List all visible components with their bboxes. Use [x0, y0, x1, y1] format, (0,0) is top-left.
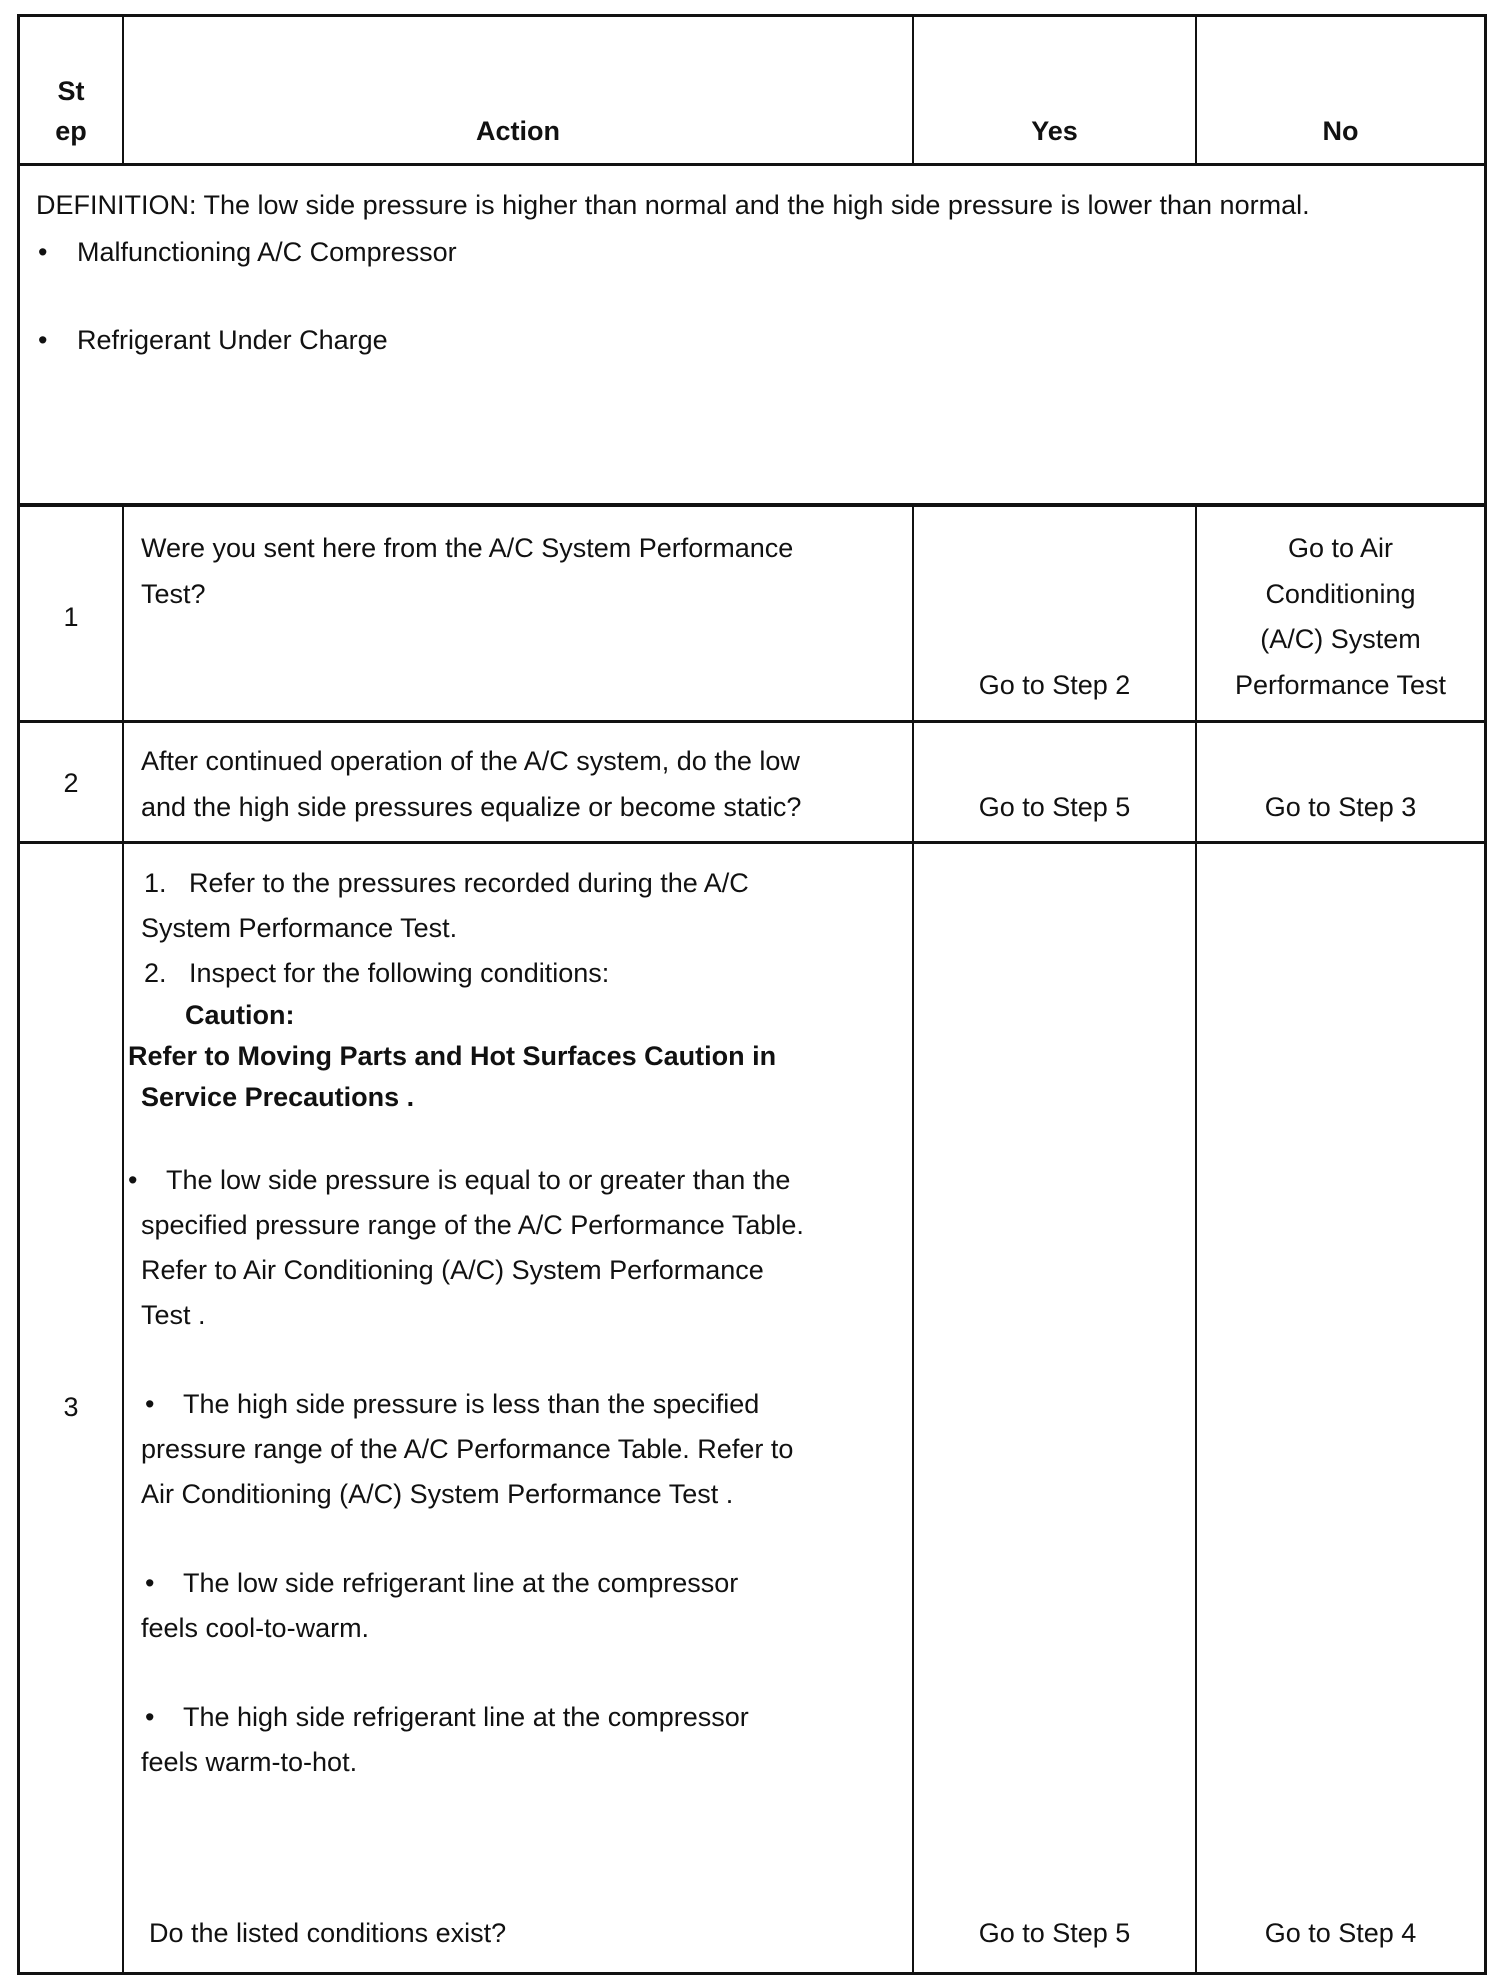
- col-divider-step-body: [122, 505, 124, 1975]
- step-action-line: After continued operation of the A/C system, do the low: [141, 746, 800, 776]
- step-yes-result: Go to Step 2: [978, 670, 1131, 700]
- header-step-cont: ep: [55, 116, 87, 146]
- condition-line: feels warm-to-hot.: [141, 1747, 358, 1777]
- header-bottom-rule: [17, 163, 1487, 166]
- condition-line: The high side pressure is less than the specified: [183, 1389, 760, 1419]
- step-yes-result: Go to Step 5: [978, 792, 1131, 822]
- step-no-result: Go to Step 4: [1264, 1918, 1417, 1948]
- step-action-line: and the high side pressures equalize or become static?: [141, 792, 802, 822]
- col-divider-yes-body: [1195, 505, 1197, 1975]
- caution-text: Refer to Moving Parts and Hot Surfaces Caution in: [128, 1041, 777, 1071]
- substep-text: System Performance Test.: [141, 913, 458, 943]
- substep-number: 1.: [144, 868, 167, 898]
- step-no-result-line: Conditioning: [1265, 579, 1416, 609]
- condition-line: Air Conditioning (A/C) System Performance Test .: [141, 1479, 734, 1509]
- condition-line: The low side pressure is equal to or greater than the: [166, 1165, 791, 1195]
- step-no-result: Go to Step 3: [1264, 792, 1417, 822]
- step-yes-result: Go to Step 5: [978, 1918, 1131, 1948]
- caution-text: Service Precautions .: [141, 1082, 415, 1112]
- substep-number: 2.: [144, 958, 167, 988]
- step-no-result-line: (A/C) System: [1260, 624, 1421, 654]
- definition-bullet: Refrigerant Under Charge: [77, 325, 388, 355]
- definition-bottom-rule: [17, 503, 1487, 507]
- bullet-glyph: •: [145, 1568, 155, 1598]
- bullet-glyph: •: [145, 1702, 155, 1732]
- substep-text: Inspect for the following conditions:: [189, 958, 610, 988]
- step-no-result-line: Performance Test: [1234, 670, 1447, 700]
- header-yes: Yes: [1031, 116, 1078, 146]
- definition-bullet: Malfunctioning A/C Compressor: [77, 237, 457, 267]
- table-border-left: [17, 14, 20, 1975]
- substep-text: Refer to the pressures recorded during the A/C: [189, 868, 749, 898]
- step-action-line: Were you sent here from the A/C System Performance: [141, 533, 794, 563]
- step-no-result-line: Go to Air: [1287, 533, 1394, 563]
- definition-text: DEFINITION: The low side pressure is higher than normal and the high side pressure is lower than normal.: [36, 190, 1310, 220]
- condition-line: The high side refrigerant line at the compressor: [183, 1702, 749, 1732]
- condition-line: feels cool-to-warm.: [141, 1613, 370, 1643]
- condition-line: specified pressure range of the A/C Performance Table.: [141, 1210, 804, 1240]
- table-border-right: [1484, 14, 1487, 1975]
- condition-line: pressure range of the A/C Performance Table. Refer to: [141, 1434, 794, 1464]
- condition-line: The low side refrigerant line at the compressor: [183, 1568, 739, 1598]
- bullet-glyph: •: [128, 1165, 138, 1195]
- condition-line: Test .: [141, 1300, 206, 1330]
- step-question: Do the listed conditions exist?: [149, 1918, 507, 1948]
- step-number: 2: [63, 768, 79, 798]
- header-no: No: [1322, 116, 1359, 146]
- condition-line: Refer to Air Conditioning (A/C) System Performance: [141, 1255, 764, 1285]
- step-action-line: Test?: [141, 579, 206, 609]
- step2-bottom-rule: [17, 841, 1487, 844]
- step-number: 1: [63, 602, 79, 632]
- bullet-glyph: •: [145, 1389, 155, 1419]
- bullet-glyph: •: [38, 237, 48, 267]
- col-divider-action-body: [912, 505, 914, 1975]
- table-border-top: [17, 14, 1487, 17]
- step-number: 3: [63, 1392, 79, 1422]
- step1-bottom-rule: [17, 720, 1487, 723]
- header-action: Action: [476, 116, 560, 146]
- bullet-glyph: •: [38, 325, 48, 355]
- header-step: St: [57, 76, 85, 106]
- caution-title: Caution:: [185, 1000, 295, 1030]
